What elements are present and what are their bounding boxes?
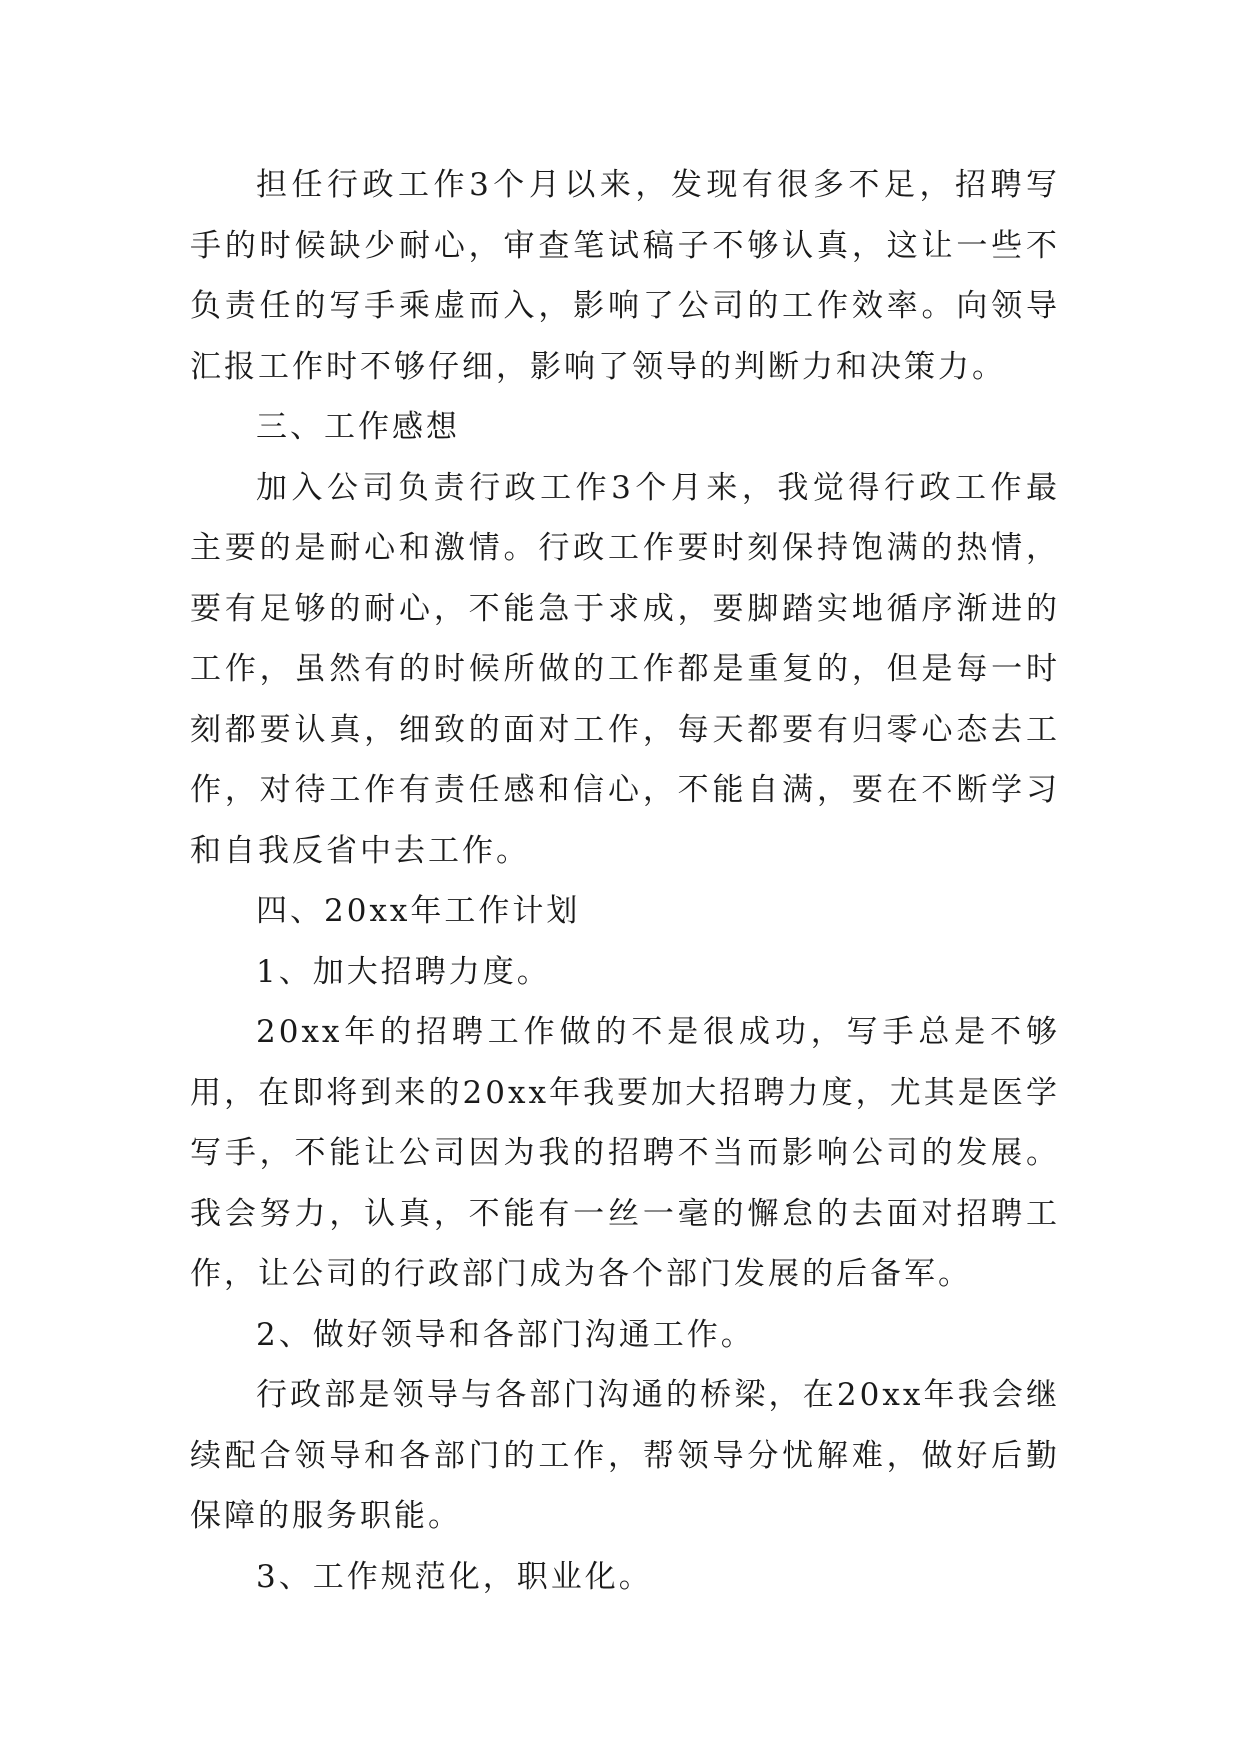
plan-item-2-body: 行政部是领导与各部门沟通的桥梁，在20xx年我会继续配合领导和各部门的工作，帮领导分忧解难，做好后勤保障的服务职能。 [190, 1377, 1060, 1534]
plan-item-3-heading: 3、工作规范化，职业化。 [256, 1558, 653, 1595]
section-heading-work-plan: 四、20xx年工作计划 [256, 893, 581, 929]
plan-item-1-heading: 1、加大招聘力度。 [256, 953, 551, 990]
plan-item-2-heading: 2、做好领导和各部门沟通工作。 [256, 1316, 755, 1353]
document-body [190, 155, 1060, 1607]
paragraph-reflections: 加入公司负责行政工作3个月来，我觉得行政工作最主要的是耐心和激情。行政工作要时刻保持饱满的热情，要有足够的耐心，不能急于求成，要脚踏实地循序渐进的工作，虽然有的时候所做的工作都是重复的，但是每一时刻都要认真，细致的面对工作，每天都要有归零心态去工作，对待工作有责任感和信心，不能自满，要在不断学习和自我反省中去工作。 [190, 469, 1060, 869]
paragraph-shortcomings: 担任行政工作3个月以来，发现有很多不足，招聘写手的时候缺少耐心，审查笔试稿子不够认真，这让一些不负责任的写手乘虚而入，影响了公司的工作效率。向领导汇报工作时不够仔细，影响了领导的判断力和决策力。 [190, 167, 1060, 385]
section-heading-work-reflections: 三、工作感想 [256, 409, 460, 445]
plan-item-1-body: 20xx年的招聘工作做的不是很成功，写手总是不够用，在即将到来的20xx年我要加大招聘力度，尤其是医学写手，不能让公司因为我的招聘不当而影响公司的发展。我会努力，认真，不能有一丝一毫的懈怠的去面对招聘工作，让公司的行政部门成为各个部门发展的后备军。 [190, 1014, 1060, 1292]
